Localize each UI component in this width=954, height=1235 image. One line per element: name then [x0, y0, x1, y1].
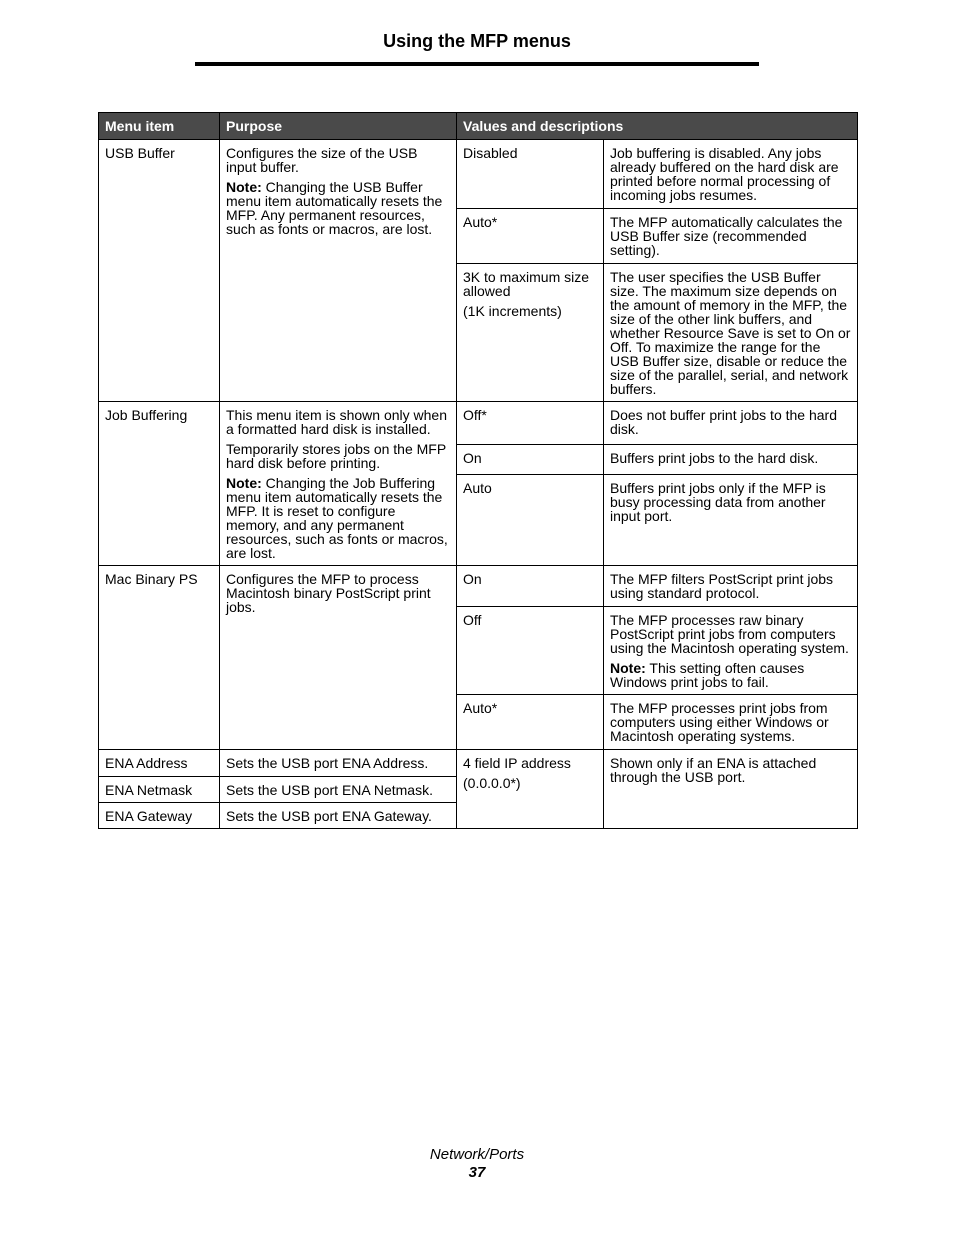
page-footer	[0, 1146, 954, 1182]
value-text: 3K to maximum size allowed	[463, 269, 590, 299]
page-number: 37	[468, 1164, 486, 1181]
table-row	[99, 566, 858, 607]
note-text: This setting often causes Windows print jobs to fail.	[610, 660, 805, 690]
note-label: Note:	[226, 179, 262, 195]
value-cell: On	[457, 566, 604, 607]
menu-item-cell: ENA Address	[99, 750, 220, 777]
value-extra: (1K increments)	[463, 303, 562, 319]
footer-section-name: Network/Ports	[429, 1146, 525, 1163]
value-cell: Disabled	[457, 140, 604, 209]
description-cell: The MFP automatically calculates the USB Buffer size (recommended setting).	[604, 209, 858, 264]
purpose-note	[226, 476, 450, 560]
note-text: Changing the USB Buffer menu item automatically resets the MFP. Any permanent resources, such as fonts or macros, are lost.	[226, 179, 443, 237]
value-cell: Off	[457, 607, 604, 695]
purpose-cell	[220, 402, 457, 566]
description-text: The MFP processes raw binary PostScript print jobs from computers using the Macintosh operating system.	[610, 612, 849, 656]
description-cell: The MFP filters PostScript print jobs using standard protocol.	[604, 566, 858, 607]
purpose-cell: Configures the MFP to process Macintosh binary PostScript print jobs.	[220, 566, 457, 750]
description-cell: The user specifies the USB Buffer size. The maximum size depends on the amount of memory in the MFP, the size of the other link buffers, and whether Resource Save is set to On or Off. To maximize the range for the USB Buffer size, disable or reduce the size of the parallel, serial, and network buffers.	[604, 264, 858, 402]
value-cell	[457, 750, 604, 829]
purpose-cell: Sets the USB port ENA Gateway.	[220, 803, 457, 829]
description-cell: Shown only if an ENA is attached through the USB port.	[604, 750, 858, 829]
purpose-text: Temporarily stores jobs on the MFP hard disk before printing.	[226, 441, 446, 471]
table-row	[99, 402, 858, 445]
purpose-text: Configures the size of the USB input buffer.	[226, 145, 418, 175]
column-header-menu-item: Menu item	[99, 113, 220, 140]
menu-item-cell: ENA Gateway	[99, 803, 220, 829]
menu-item-cell: USB Buffer	[99, 140, 220, 402]
table-row	[99, 750, 858, 777]
column-header-values: Values and descriptions	[457, 113, 858, 140]
table-row	[99, 140, 858, 209]
value-text: 4 field IP address	[463, 755, 571, 771]
value-cell: Auto*	[457, 209, 604, 264]
value-cell: On	[457, 445, 604, 474]
description-cell: Buffers print jobs only if the MFP is busy processing data from another input port.	[604, 474, 858, 565]
description-cell: Does not buffer print jobs to the hard disk.	[604, 402, 858, 445]
description-cell	[604, 607, 858, 695]
page-title: Using the MFP menus	[383, 31, 571, 51]
menu-item-cell: Mac Binary PS	[99, 566, 220, 750]
purpose-text: This menu item is shown only when a formatted hard disk is installed.	[226, 407, 447, 437]
column-header-purpose: Purpose	[220, 113, 457, 140]
menu-item-cell: Job Buffering	[99, 402, 220, 566]
value-extra: (0.0.0.0*)	[463, 775, 521, 791]
table-header-row	[99, 113, 858, 140]
note-label: Note:	[226, 475, 262, 491]
menu-item-cell: ENA Netmask	[99, 777, 220, 803]
purpose-cell: Sets the USB port ENA Netmask.	[220, 777, 457, 803]
note-text: Changing the Job Buffering menu item automatically resets the MFP. It is reset to configure memory, and any permanent resources, such as fonts or macros, are lost.	[226, 475, 448, 561]
purpose-cell	[220, 140, 457, 402]
description-cell: Buffers print jobs to the hard disk.	[604, 445, 858, 474]
value-cell: Auto	[457, 474, 604, 565]
note-label: Note:	[610, 660, 646, 676]
description-note	[610, 661, 851, 689]
description-cell: Job buffering is disabled. Any jobs already buffered on the hard disk are printed before normal processing of incoming jobs resumes.	[604, 140, 858, 209]
value-cell	[457, 264, 604, 402]
title-rule	[195, 62, 759, 66]
value-cell: Off*	[457, 402, 604, 445]
value-cell: Auto*	[457, 695, 604, 750]
purpose-note	[226, 180, 450, 236]
menu-table	[98, 112, 858, 829]
description-cell: The MFP processes print jobs from computers using either Windows or Macintosh operating systems.	[604, 695, 858, 750]
purpose-cell: Sets the USB port ENA Address.	[220, 750, 457, 777]
